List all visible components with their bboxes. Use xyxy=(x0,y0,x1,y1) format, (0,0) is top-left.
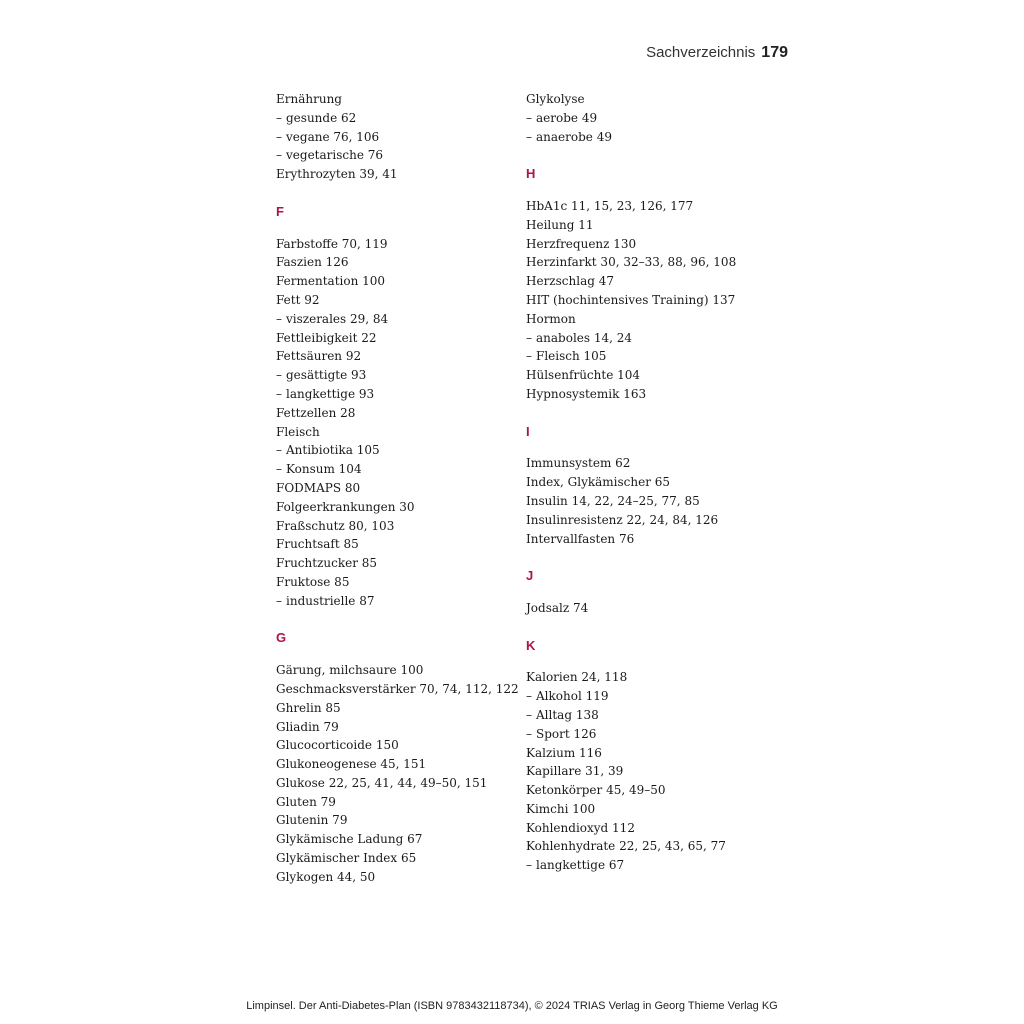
subentry-dash: – xyxy=(276,386,282,401)
index-entry: Glukoneogenese 45, 151 xyxy=(276,757,427,772)
index-entry: Kohlendioxyd 112 xyxy=(526,820,635,835)
subentry-text: industrielle 87 xyxy=(286,593,375,608)
subentry-dash: – xyxy=(526,330,532,345)
index-entry: Insulinresistenz 22, 24, 84, 126 xyxy=(526,512,719,527)
index-entry: Gluten 79 xyxy=(276,794,336,809)
index-entry: Heilung 11 xyxy=(526,217,594,232)
index-entry: Gliadin 79 xyxy=(276,719,339,734)
index-subentry xyxy=(276,146,516,165)
index-entry: Hypnosystemik 163 xyxy=(526,386,647,401)
index-subentry xyxy=(276,366,516,385)
subentry-dash: – xyxy=(276,593,282,608)
index-entry: Hormon xyxy=(526,311,576,326)
index-entry: Hülsenfrüchte 104 xyxy=(526,368,641,383)
index-subentry xyxy=(526,725,766,744)
index-entry: HbA1c 11, 15, 23, 126, 177 xyxy=(526,198,694,213)
subentry-dash: – xyxy=(276,443,282,458)
index-entry: Fruchtsaft 85 xyxy=(276,537,359,552)
index-subentry xyxy=(526,109,766,128)
index-entry: Immunsystem 62 xyxy=(526,456,631,471)
subentry-text: vegetarische 76 xyxy=(286,148,384,163)
index-subentry xyxy=(276,385,516,404)
subentry-text: langkettige 67 xyxy=(536,858,625,873)
subentry-text: anaerobe 49 xyxy=(536,129,612,144)
subentry-text: aerobe 49 xyxy=(536,110,598,125)
index-entry: FODMAPS 80 xyxy=(276,480,361,495)
section-letter-i: I xyxy=(526,423,530,439)
section-letter-g: G xyxy=(276,630,287,646)
index-subentry xyxy=(276,441,516,460)
index-entry: Herzinfarkt 30, 32–33, 88, 96, 108 xyxy=(526,255,737,270)
subentry-text: Sport 126 xyxy=(536,726,597,741)
subentry-text: gesättigte 93 xyxy=(286,368,367,383)
index-subentry xyxy=(526,856,766,875)
section-letter-k: K xyxy=(526,637,536,653)
subentry-dash: – xyxy=(276,148,282,163)
index-entry: HIT (hochintensives Training) 137 xyxy=(526,292,736,307)
index-subentry xyxy=(276,310,516,329)
index-entry: Glykämischer Index 65 xyxy=(276,851,417,866)
index-entry: Geschmacksverstärker 70, 74, 112, 122 xyxy=(276,681,519,696)
index-entry: Herzschlag 47 xyxy=(526,274,614,289)
subentry-dash: – xyxy=(276,462,282,477)
index-entry: Kalorien 24, 118 xyxy=(526,670,628,685)
subentry-text: Alkohol 119 xyxy=(536,689,609,704)
index-entry: Gärung, milchsaure 100 xyxy=(276,663,424,678)
subentry-dash: – xyxy=(276,110,282,125)
subentry-dash: – xyxy=(526,689,532,704)
subentry-text: viszerales 29, 84 xyxy=(286,311,389,326)
subentry-text: Alltag 138 xyxy=(536,707,599,722)
index-entry: Kapillare 31, 39 xyxy=(526,764,624,779)
page-footer: Limpinsel. Der Anti-Diabetes-Plan (ISBN 9783432118734), © 2024 TRIAS Verlag in Georg Thieme Verlag KG xyxy=(246,1000,778,1012)
subentry-text: Konsum 104 xyxy=(286,462,362,477)
index-subentry xyxy=(276,460,516,479)
index-entry: Glykolyse xyxy=(526,92,585,106)
index-entry: Insulin 14, 22, 24–25, 77, 85 xyxy=(526,493,700,508)
index-entry: Ghrelin 85 xyxy=(276,700,341,715)
index-entry: Kohlenhydrate 22, 25, 43, 65, 77 xyxy=(526,839,726,854)
index-subentry xyxy=(276,128,516,147)
subentry-text: Fleisch 105 xyxy=(536,349,607,364)
index-subentry xyxy=(526,347,766,366)
index-entry: Kalzium 116 xyxy=(526,745,602,760)
page-number: 179 xyxy=(761,44,788,61)
subentry-dash: – xyxy=(526,129,532,144)
index-entry: Fleisch xyxy=(276,424,320,439)
index-entry: Ketonkörper 45, 49–50 xyxy=(526,783,666,798)
subentry-dash: – xyxy=(526,726,532,741)
subentry-dash: – xyxy=(526,858,532,873)
subentry-dash: – xyxy=(526,349,532,364)
index-entry: Herzfrequenz 130 xyxy=(526,236,637,251)
subentry-dash: – xyxy=(526,707,532,722)
index-entry: Glykämische Ladung 67 xyxy=(276,832,423,847)
running-header xyxy=(646,44,788,62)
index-entry: Glutenin 79 xyxy=(276,813,348,828)
index-entry: Intervallfasten 76 xyxy=(526,531,635,546)
index-entry: Faszien 126 xyxy=(276,255,349,270)
index-entry: Glykogen 44, 50 xyxy=(276,869,376,884)
index-subentry xyxy=(276,592,516,611)
index-entry: Fett 92 xyxy=(276,292,320,307)
index-subentry xyxy=(276,109,516,128)
index-entry: Jodsalz 74 xyxy=(526,600,589,615)
index-entry: Kimchi 100 xyxy=(526,801,596,816)
subentry-text: langkettige 93 xyxy=(286,386,375,401)
index-entry: Erythrozyten 39, 41 xyxy=(276,167,398,182)
section-letter-j: J xyxy=(526,568,534,584)
subentry-dash: – xyxy=(526,110,532,125)
subentry-dash: – xyxy=(276,311,282,326)
index-entry: Fraßschutz 80, 103 xyxy=(276,518,395,533)
index-entry: Folgeerkrankungen 30 xyxy=(276,499,415,514)
index-entry: Glucocorticoide 150 xyxy=(276,738,399,753)
index-entry: Fettzellen 28 xyxy=(276,405,356,420)
index-entry: Fermentation 100 xyxy=(276,274,386,289)
section-letter-f: F xyxy=(276,203,284,219)
section-letter-h: H xyxy=(526,166,536,182)
index-entry: Index, Glykämischer 65 xyxy=(526,475,671,490)
subentry-text: vegane 76, 106 xyxy=(286,129,380,144)
subentry-dash: – xyxy=(276,129,282,144)
section-title: Sachverzeichnis xyxy=(646,44,756,61)
index-subentry xyxy=(526,687,766,706)
subentry-text: gesunde 62 xyxy=(286,110,357,125)
index-column-left xyxy=(276,90,519,887)
index-entry: Fettsäuren 92 xyxy=(276,349,362,364)
index-subentry xyxy=(526,706,766,725)
index-column-right xyxy=(526,90,766,875)
subentry-text: anaboles 14, 24 xyxy=(536,330,633,345)
index-subentry xyxy=(526,128,766,147)
index-entry: Glukose 22, 25, 41, 44, 49–50, 151 xyxy=(276,775,488,790)
index-entry: Fruchtzucker 85 xyxy=(276,556,378,571)
subentry-dash: – xyxy=(276,368,282,383)
index-entry: Fruktose 85 xyxy=(276,574,350,589)
subentry-text: Antibiotika 105 xyxy=(286,443,380,458)
index-entry: Fettleibigkeit 22 xyxy=(276,330,377,345)
index-entry: Farbstoffe 70, 119 xyxy=(276,236,388,251)
index-entry: Ernährung xyxy=(276,92,342,106)
index-subentry xyxy=(526,329,766,348)
